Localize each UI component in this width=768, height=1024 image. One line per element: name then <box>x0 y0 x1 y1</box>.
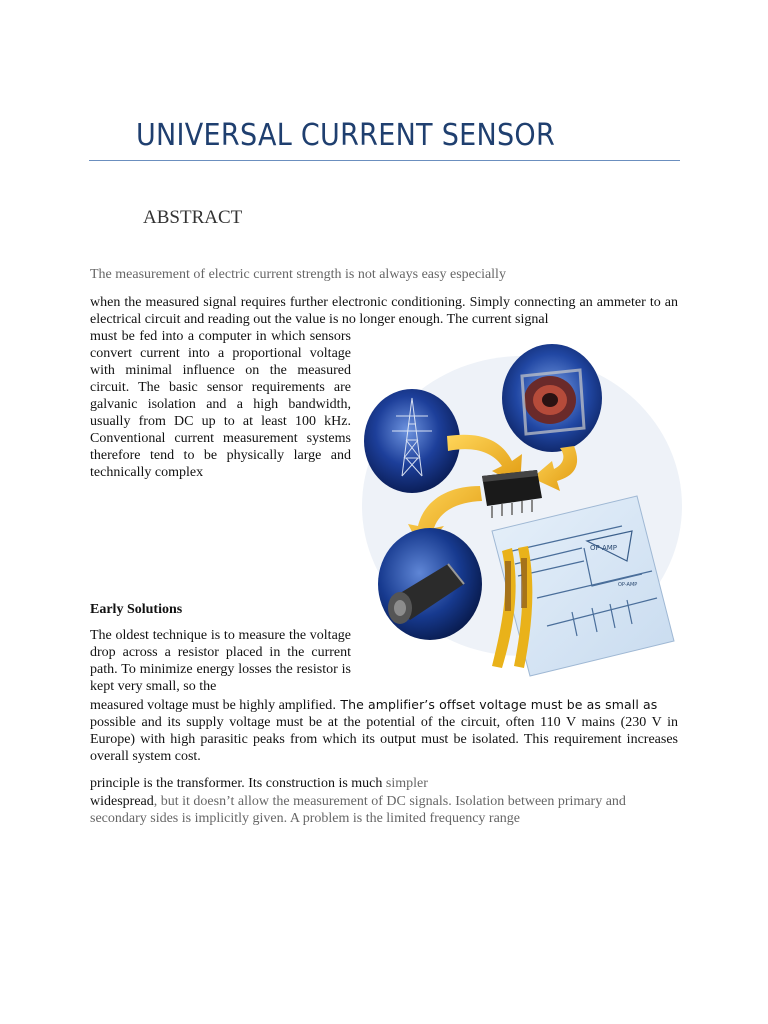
tower-sphere <box>364 389 460 493</box>
paragraph-3-line-1-a: principle is the transformer. Its construction is much <box>90 776 383 791</box>
motor-sphere <box>378 528 482 640</box>
document-title: UNIVERSAL CURRENT SENSOR <box>136 118 556 153</box>
paragraph-3-line-1-b: simpler <box>385 776 428 791</box>
paragraph-3-line-2-b: , but it doesn’t allow the measurement of DC signals. Isolation between primary and <box>153 794 626 809</box>
paragraph-2-wrap: The oldest technique is to measure the voltage drop across a resistor placed in the current path. To minimize energy losses the resistor is kept very small, so the <box>90 628 351 694</box>
paragraph-1-wrap: must be fed into a computer in which sensors convert current into a proportional voltage with minimal influence on the measured circuit. The basic sensor requirements are galvanic isolation and a high bandwidth, usually from DC up to at least 100 kHz. Conventional current measurement systems therefore tend to be physically large and technically complex <box>90 329 351 480</box>
coil-sphere <box>502 344 602 452</box>
paragraph-2-continuation <box>90 696 678 714</box>
paragraph-3-line-3: secondary sides is implicitly given. A problem is the limited frequency range <box>90 811 521 826</box>
paragraph-1-full: when the measured signal requires further electronic conditioning. Simply connecting an ammeter to an electrical circuit and reading out the value is no longer enough. The current signal <box>90 295 678 327</box>
paragraph-2-cont-a: measured voltage must be highly amplified <box>90 698 333 713</box>
intro-line: The measurement of electric current strength is not always easy especially <box>90 267 506 282</box>
opamp-label-small: OP-AMP <box>618 582 638 588</box>
paragraph-2-rest: possible and its supply voltage must be at the potential of the circuit, often 110 V mains (230 V in Europe) with high parasitic peaks from which its output must be isolated. This requirement increases overall system cost. <box>90 715 678 764</box>
sensor-chip <box>482 470 542 518</box>
paragraph-3-line-2 <box>90 793 678 810</box>
opamp-label: OP-AMP <box>590 544 617 552</box>
paragraph-2-cont-b: . The amplifier’s offset voltage must be as small as <box>332 697 658 712</box>
early-solutions-heading: Early Solutions <box>90 602 183 617</box>
abstract-heading: ABSTRACT <box>143 207 243 228</box>
paragraph-3-line-2-a: widespread <box>90 794 154 809</box>
sensor-illustration <box>352 336 692 688</box>
paragraph-3-line-1 <box>90 775 678 792</box>
title-underline <box>89 160 680 161</box>
